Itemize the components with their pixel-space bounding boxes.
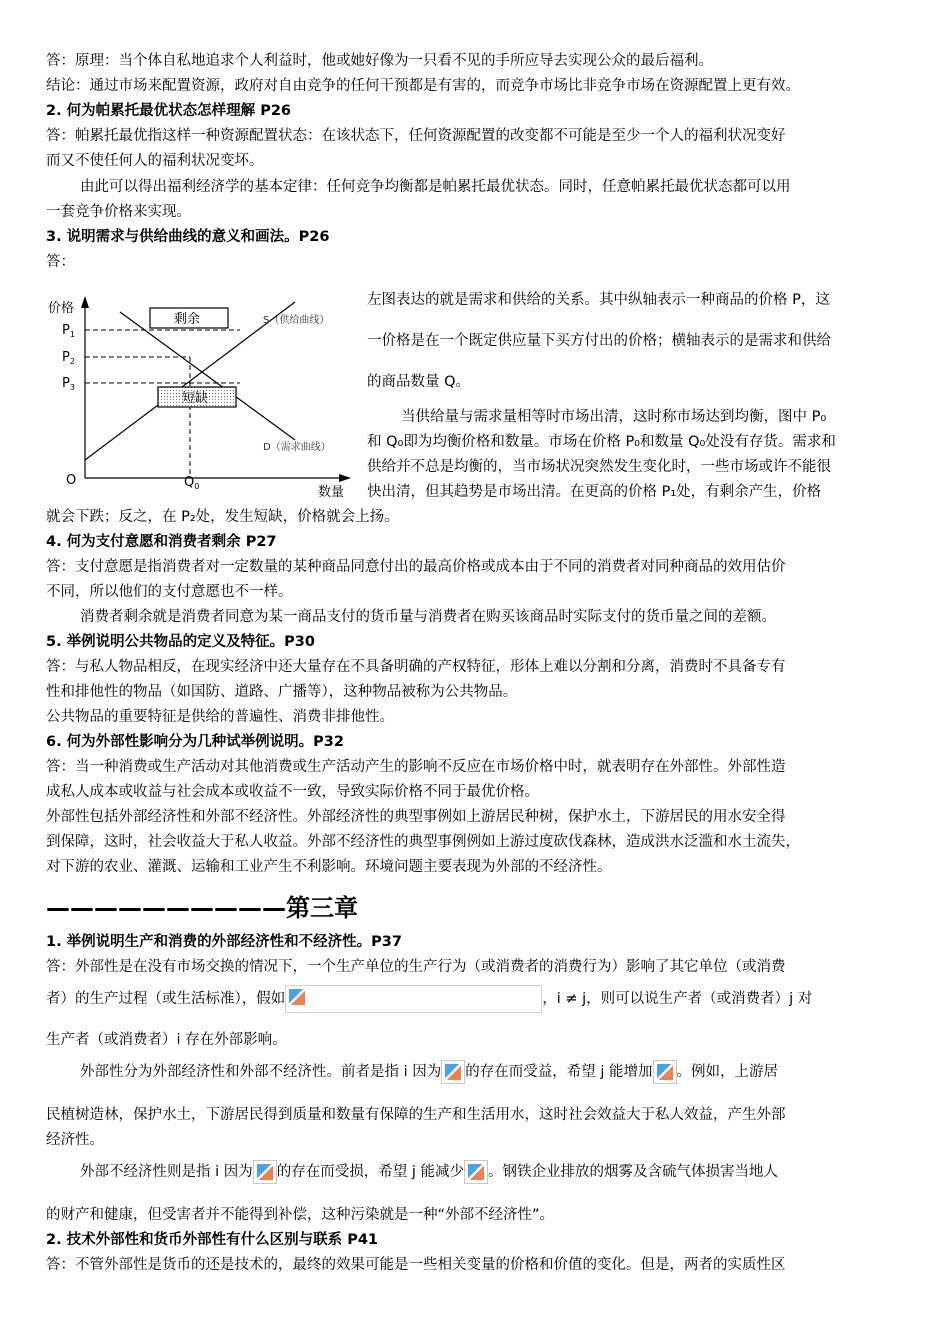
chapter-heading: ——————————第三章 bbox=[46, 894, 358, 922]
p2-label: $P_2$ bbox=[62, 350, 75, 366]
answer-4-line1: 答：支付意愿是指消费者对一定数量的某种商品同意付出的最高价格或成本由于不同的消费者对同种商品的效用估价 bbox=[46, 559, 786, 575]
broken-image-icon bbox=[286, 986, 308, 1008]
formula-image-placeholder bbox=[285, 985, 542, 1013]
demand-curve-label: D（需求曲线） bbox=[263, 442, 331, 453]
answer-3-label: 答： bbox=[46, 254, 75, 270]
p1-label: $P_1$ bbox=[62, 323, 75, 339]
chart-desc-line5: 和 Q₀即为均衡价格和数量。市场在价格 P₀和数量 Q₀处没有存货。需求和 bbox=[367, 434, 836, 450]
surplus-label: 剩余 bbox=[174, 312, 201, 327]
chart-desc-line1: 左图表达的就是需求和供给的关系。其中纵轴表示一种商品的价格 P，这 bbox=[367, 292, 830, 308]
text-segment: 外部不经济性则是指 i 因为 bbox=[80, 1164, 253, 1180]
text-segment: 的存在而受益，希望 j 能增加 bbox=[465, 1064, 653, 1080]
supply-curve-label: S（供给曲线） bbox=[263, 315, 330, 326]
answer-6-line5: 对下游的农业、灌溉、运输和工业产生不利影响。环境问题主要表现为外部的不经济性。 bbox=[46, 859, 612, 875]
answer-6-line1: 答：当一种消费或生产活动对其他消费或生产活动产生的影响不反应在市场价格中时，就表明存在外部性。外部性造 bbox=[46, 759, 786, 775]
question-2: 2. 何为帕累托最优状态怎样理解 P26 bbox=[46, 103, 291, 119]
quantity-axis-label: 数量 bbox=[318, 485, 345, 500]
chapter3-question-2: 2. 技术外部性和货币外部性有什么区别与联系 P41 bbox=[46, 1232, 378, 1248]
answer-6-line3: 外部性包括外部经济性和外部不经济性。外部经济性的典型事例如上游居民种树，保护水土，下游居民的用水安全得 bbox=[46, 809, 786, 825]
answer-6-line2: 成私人成本或收益与社会成本或收益不一致，导致实际价格不同于最优价格。 bbox=[46, 784, 539, 800]
text-segment: 。钢铁企业排放的烟雾及含硫气体损害当地人 bbox=[488, 1164, 778, 1180]
chapter3-answer-2-line1: 答：不管外部性是货币的还是技术的，最终的效果可能是一些相关变量的价格和价值的变化。但是，两者的实质性区 bbox=[46, 1257, 786, 1273]
answer-principle: 答：原理：当个体自私地追求个人利益时，他或她好像为一只看不见的手所应导去实现公众的最后福利。 bbox=[46, 53, 713, 69]
chapter3-answer-1-line1: 答：外部性是在没有市场交换的情况下，一个生产单位的生产行为（或消费者的消费行为）影响了其它单位（或消费 bbox=[46, 959, 786, 975]
chapter3-question-1: 1. 举例说明生产和消费的外部经济性和不经济性。P37 bbox=[46, 934, 402, 950]
chart-desc-line8: 就会下跌；反之，在 P₂处，发生短缺，价格就会上扬。 bbox=[46, 509, 399, 525]
chart-desc-line7: 快出清，但其趋势是市场出清。在更高的价格 P₁处，有剩余产生，价格 bbox=[367, 484, 822, 500]
answer-2-line4: 一套竞争价格来实现。 bbox=[46, 204, 191, 220]
x-axis-arrow bbox=[339, 474, 351, 482]
answer-2-line2: 而又不使任何人的福利状况变坏。 bbox=[46, 153, 264, 169]
chapter3-answer-1-line6: 经济性。 bbox=[46, 1132, 104, 1148]
chart-desc-line2: 一价格是在一个既定供应量下买方付出的价格；横轴表示的是需求和供给 bbox=[367, 333, 831, 349]
shortage-label: 短缺 bbox=[182, 391, 209, 406]
question-3: 3. 说明需求与供给曲线的意义和画法。P26 bbox=[46, 229, 330, 245]
text-segment: 者）的生产过程（或生活标准），假如 bbox=[46, 991, 286, 1007]
q0-label: $Q_0$ bbox=[184, 475, 200, 491]
answer-5-line3: 公共物品的重要特征是供给的普遍性、消费非排他性。 bbox=[46, 709, 394, 725]
answer-2-line3: 由此可以得出福利经济学的基本定律：任何竞争均衡都是帕累托最优状态。同时，任意帕累托最优状态都可以用 bbox=[80, 179, 791, 195]
text-segment: ，i ≠ j，则可以说生产者（或消费者）j 对 bbox=[542, 991, 813, 1007]
answer-conclusion: 结论：通过市场来配置资源，政府对自由竞争的任何干预都是有害的，而竞争市场比非竞争市场在资源配置上更有效。 bbox=[46, 78, 800, 94]
chapter3-answer-1-line3: 生产者（或消费者）i 存在外部影响。 bbox=[46, 1032, 287, 1048]
chapter3-answer-1-line2 bbox=[46, 985, 910, 1013]
question-4: 4. 何为支付意愿和消费者剩余 P27 bbox=[46, 534, 277, 550]
text-segment: 的存在而受损，希望 j 能减少 bbox=[276, 1164, 464, 1180]
broken-image-icon bbox=[441, 1060, 465, 1084]
supply-demand-chart bbox=[40, 290, 360, 505]
broken-image-icon bbox=[253, 1160, 277, 1184]
broken-image-icon bbox=[464, 1160, 488, 1184]
broken-image-icon bbox=[653, 1060, 677, 1084]
text-segment: 外部性分为外部经济性和外部不经济性。前者是指 i 因为 bbox=[80, 1064, 442, 1080]
chart-desc-line6: 供给并不总是均衡的，当市场状况突然发生变化时，一些市场或许不能很 bbox=[367, 459, 831, 475]
answer-4-line3: 消费者剩余就是消费者同意为某一商品支付的货币量与消费者在购买该商品时实际支付的货币量之间的差额。 bbox=[80, 609, 776, 625]
answer-5-line2: 性和排他性的物品（如国防、道路、广播等），这种物品被称为公共物品。 bbox=[46, 684, 518, 700]
chart-desc-line4: 当供给量与需求量相等时市场出清，这时称市场达到均衡，图中 P₀ bbox=[401, 409, 827, 425]
answer-5-line1: 答：与私人物品相反，在现实经济中还大量存在不具备明确的产权特征，形体上难以分割和分离，消费时不具备专有 bbox=[46, 659, 786, 675]
chart-desc-line3: 的商品数量 Q。 bbox=[367, 374, 471, 390]
origin-label: O bbox=[66, 473, 77, 488]
chapter3-answer-1-line7 bbox=[80, 1160, 910, 1184]
demand-curve bbox=[120, 312, 295, 440]
text-segment: 。例如，上游居 bbox=[676, 1064, 778, 1080]
answer-6-line4: 到保障，这时，社会收益大于私人收益。外部不经济性的典型事例例如上游过度砍伐森林，造成洪水泛滥和水土流失， bbox=[46, 834, 800, 850]
chapter3-answer-1-line4 bbox=[80, 1060, 910, 1084]
answer-4-line2: 不同，所以他们的支付意愿也不一样。 bbox=[46, 584, 293, 600]
answer-2-line1: 答：帕累托最优指这样一种资源配置状态：在该状态下，任何资源配置的改变都不可能是至少一个人的福利状况变好 bbox=[46, 128, 786, 144]
price-axis-label: 价格 bbox=[48, 301, 75, 316]
chapter3-answer-1-line5: 民植树造林，保护水土，下游居民得到质量和数量有保障的生产和生活用水，这时社会效益大于私人效益，产生外部 bbox=[46, 1107, 786, 1123]
y-axis-arrow bbox=[81, 296, 89, 308]
question-5: 5. 举例说明公共物品的定义及特征。P30 bbox=[46, 634, 315, 650]
p3-label: $P_3$ bbox=[62, 376, 75, 392]
chapter3-answer-1-line8: 的财产和健康，但受害者并不能得到补偿，这种污染就是一种“外部不经济性”。 bbox=[46, 1207, 555, 1223]
question-6: 6. 何为外部性影响分为几种试举例说明。P32 bbox=[46, 734, 344, 750]
